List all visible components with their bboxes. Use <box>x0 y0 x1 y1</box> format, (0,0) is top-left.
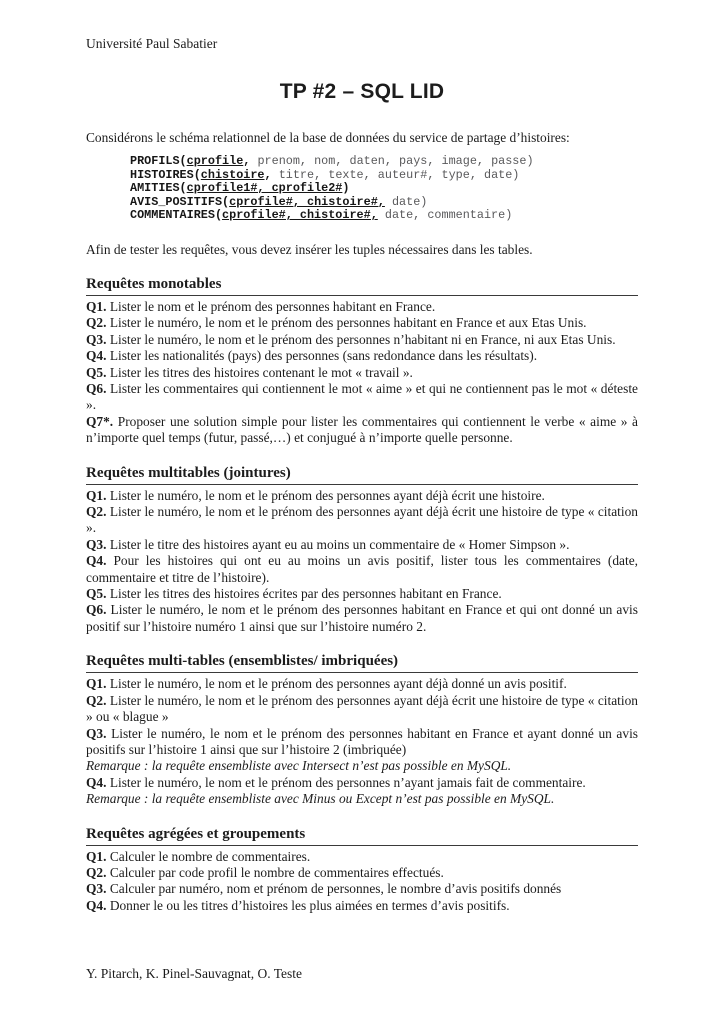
question-item <box>86 693 638 726</box>
schema-block <box>130 155 638 223</box>
section-multitables-jointures <box>86 465 638 636</box>
schema-line <box>130 209 638 223</box>
question-item <box>86 553 638 586</box>
question-text: Lister le numéro, le nom et le prénom des personnes n’habitant ni en France, ni aux Etas Unis. <box>106 331 616 347</box>
question-text: Lister le numéro, le nom et le prénom des personnes habitant en France et aux Etas Unis. <box>106 315 587 331</box>
university-header: Université Paul Sabatier <box>86 36 218 51</box>
question-label: Q4. <box>86 897 107 913</box>
schema-primary-key: cprofile#, chistoire#, <box>229 194 385 209</box>
question-item <box>86 865 638 881</box>
question-label: Q3. <box>86 331 107 347</box>
question-text: Lister les titres des histoires écrites par des personnes habitant en France. <box>106 586 502 602</box>
schema-line <box>130 182 638 196</box>
question-item <box>86 602 638 635</box>
question-text: Lister le numéro, le nom et le prénom des personnes ayant déjà écrit une histoire de type « citation ». <box>86 504 638 536</box>
question-item <box>86 898 638 914</box>
schema-segment: date) <box>384 194 428 209</box>
question-text: Lister le numéro, le nom et le prénom des personnes ayant déjà écrit une histoire de type « citation » ou « blague » <box>86 692 638 725</box>
schema-segment: HISTOIRES( <box>130 167 201 182</box>
question-text: Lister les titres des histoires contenant le mot « travail ». <box>106 364 413 380</box>
schema-segment: , <box>243 154 251 168</box>
question-text: Lister les commentaires qui contiennent le mot « aime » et qui ne contiennent pas le mot « déteste ». <box>86 381 638 413</box>
question-label: Q6. <box>86 381 107 396</box>
question-label: Q3. <box>86 536 107 552</box>
question-item <box>86 414 638 447</box>
schema-segment: prenom, nom, daten, pays, image, passe) <box>250 154 534 168</box>
question-item <box>86 504 638 537</box>
footer-authors: Y. Pitarch, K. Pinel-Sauvagnat, O. Teste <box>86 966 303 981</box>
question-item <box>86 332 638 348</box>
question-label: Q3. <box>86 881 107 897</box>
question-text: Lister les nationalités (pays) des personnes (sans redondance dans les résultats). <box>106 348 538 364</box>
question-label: Q7*. <box>86 413 114 429</box>
question-text: Calculer par numéro, nom et prénom de personnes, le nombre d’avis positifs donnés <box>106 881 562 897</box>
question-text: Lister le nom et le prénom des personnes habitant en France. <box>106 298 436 314</box>
question-text: Lister le numéro, le nom et le prénom des personnes ayant déjà écrit une histoire. <box>106 487 545 503</box>
schema-line <box>130 155 638 169</box>
schema-line <box>130 196 638 210</box>
section-heading: Requêtes agrégées et groupements <box>86 826 638 846</box>
question-item <box>86 315 638 331</box>
question-item <box>86 365 638 381</box>
question-item <box>86 537 638 553</box>
question-label: Q5. <box>86 364 107 380</box>
schema-segment: PROFILS( <box>130 154 187 168</box>
remark-text: Remarque : la requête ensembliste avec Minus ou Except n’est pas possible en MySQL. <box>86 791 555 807</box>
document-title: TP #2 – SQL LID <box>279 80 445 103</box>
question-item <box>86 726 638 759</box>
question-item <box>86 586 638 602</box>
question-label: Q1. <box>86 848 107 864</box>
question-label: Q4. <box>86 774 107 790</box>
intro-paragraph: Considérons le schéma relationnel de la base de données du service de partage d’histoires: <box>86 130 570 145</box>
question-item <box>86 775 638 791</box>
schema-primary-key: cprofile1#, cprofile2# <box>186 181 343 196</box>
schema-segment: date, commentaire) <box>377 208 513 223</box>
question-item <box>86 676 638 692</box>
question-text: Lister le numéro, le nom et le prénom des personnes habitant en France et ayant donné un avis positifs sur l’histoire 1 ainsi que sur l’histoire 2 (imbriquée) <box>86 725 638 757</box>
schema-segment: AMITIES( <box>130 181 187 196</box>
question-label: Q6. <box>86 602 107 618</box>
question-label: Q5. <box>86 586 107 602</box>
question-label: Q2. <box>86 692 107 708</box>
question-label: Q3. <box>86 725 107 741</box>
question-label: Q2. <box>86 504 107 520</box>
question-item <box>86 299 638 315</box>
section-agregees-groupements <box>86 826 638 915</box>
question-label: Q1. <box>86 298 107 314</box>
question-label: Q1. <box>86 676 107 692</box>
section-heading: Requêtes monotables <box>86 276 638 296</box>
section-heading: Requêtes multi-tables (ensemblistes/ imbriquées) <box>86 653 638 673</box>
schema-segment: , <box>264 167 272 182</box>
schema-segment: ) <box>342 181 350 196</box>
question-text: Lister le numéro, le nom et le prénom des personnes ayant déjà donné un avis positif. <box>106 676 567 692</box>
question-label: Q1. <box>86 487 107 503</box>
question-label: Q2. <box>86 864 107 880</box>
question-item <box>86 348 638 364</box>
question-text: Lister le numéro, le nom et le prénom des personnes habitant en France et qui ont donné un avis positif sur l’histoire numéro 1 ainsi que sur l’histoire numéro 2. <box>86 602 638 634</box>
question-item <box>86 849 638 865</box>
schema-primary-key: chistoire <box>200 167 265 182</box>
section-heading: Requêtes multitables (jointures) <box>86 465 638 485</box>
question-item <box>86 488 638 504</box>
section-ensemblistes-imbriquees <box>86 653 638 807</box>
schema-line <box>130 169 638 183</box>
question-text: Proposer une solution simple pour lister les commentaires qui contiennent le verbe « aime » à n’importe quel temps (futur, passé,…) et conjugué à n’importe quelle personne. <box>86 413 638 446</box>
question-label: Q2. <box>86 315 107 331</box>
post-schema-paragraph: Afin de tester les requêtes, vous devez insérer les tuples nécessaires dans les tables. <box>86 241 533 257</box>
question-text: Calculer le nombre de commentaires. <box>106 848 311 864</box>
question-text: Lister le titre des histoires ayant eu au moins un commentaire de « Homer Simpson ». <box>106 536 570 552</box>
schema-segment: AVIS_POSITIFS( <box>130 194 230 209</box>
remark-text: Remarque : la requête ensembliste avec Intersect n’est pas possible en MySQL. <box>86 758 512 774</box>
section-monotables <box>86 276 638 447</box>
question-item <box>86 381 638 414</box>
question-text: Lister le numéro, le nom et le prénom des personnes n’ayant jamais fait de commentaire. <box>106 774 586 790</box>
question-text: Donner le ou les titres d’histoires les plus aimées en termes d’avis positifs. <box>106 897 510 913</box>
question-item <box>86 881 638 897</box>
question-label: Q4. <box>86 348 107 364</box>
schema-segment: titre, texte, auteur#, type, date) <box>271 167 520 182</box>
question-text: Calculer par code profil le nombre de commentaires effectués. <box>106 864 444 880</box>
schema-segment: COMMENTAIRES( <box>130 208 223 223</box>
schema-primary-key: cprofile <box>186 154 244 168</box>
question-label: Q4. <box>86 553 107 569</box>
question-text: Pour les histoires qui ont eu au moins un avis positif, lister tous les commentaires (date, commentaire et titre de l’histoire). <box>86 553 638 585</box>
schema-primary-key: cprofile#, chistoire#, <box>222 208 378 223</box>
